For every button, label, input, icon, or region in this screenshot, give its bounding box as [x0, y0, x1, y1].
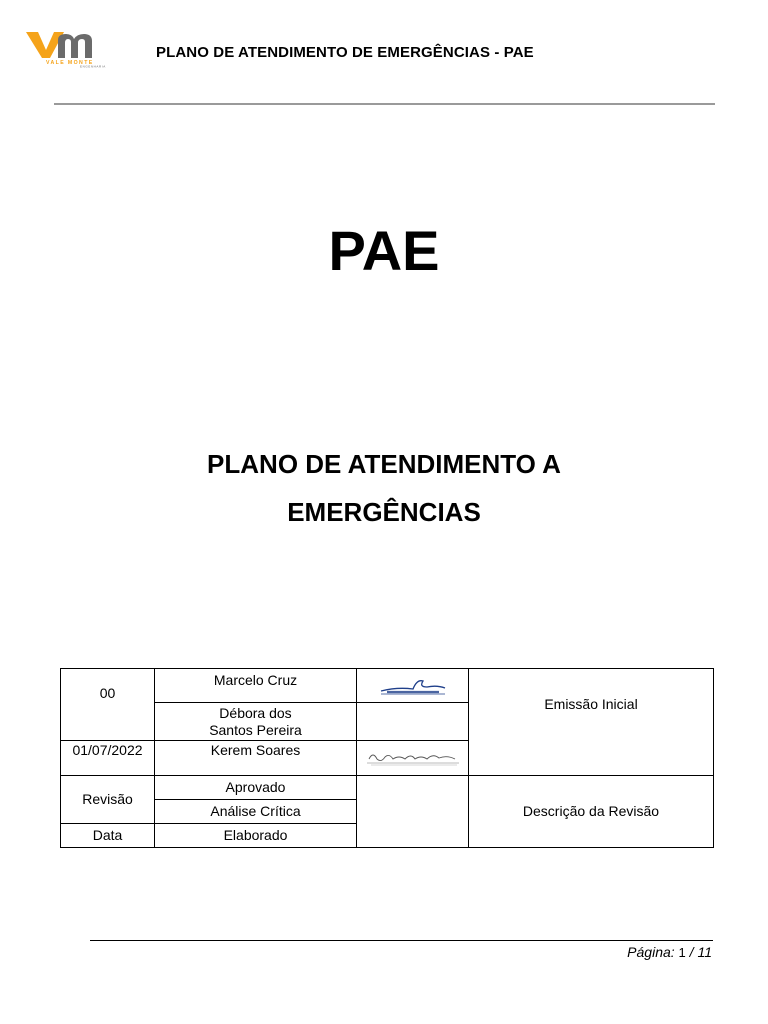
reviewer-name-cell: Débora dos Santos Pereira — [155, 703, 357, 741]
logo-text: VALE MONTE — [46, 60, 94, 66]
page-separator: / — [689, 944, 694, 960]
critical-analysis-label-cell: Análise Crítica — [155, 800, 357, 824]
approver-signature-cell — [357, 669, 469, 703]
prepared-label-cell: Elaborado — [155, 824, 357, 848]
signature-icon — [377, 673, 449, 699]
author-signature-cell — [357, 741, 469, 776]
vale-monte-logo-icon — [24, 28, 108, 68]
company-logo — [24, 28, 108, 68]
document-title: PAE — [328, 219, 440, 282]
header-title: PLANO DE ATENDIMENTO DE EMERGÊNCIAS - PAE — [156, 44, 534, 61]
description-label-cell: Descrição da Revisão — [469, 776, 714, 848]
page-label: Página: — [627, 944, 675, 960]
revision-table — [60, 668, 714, 848]
footer-divider — [90, 940, 713, 941]
revision-number-cell: 00 — [61, 669, 155, 741]
logo-subtext: ENGENHARIA — [80, 64, 106, 68]
revision-label-cell: Revisão — [61, 776, 155, 824]
page-total: 11 — [697, 944, 712, 960]
reviewer-signature-cell — [357, 703, 469, 741]
date-value-cell: 01/07/2022 — [61, 741, 155, 776]
signature-icon — [363, 747, 463, 769]
approved-label-cell: Aprovado — [155, 776, 357, 800]
approver-name-cell: Marcelo Cruz — [155, 669, 357, 703]
header-divider — [54, 103, 715, 105]
document-subtitle — [0, 440, 768, 536]
description-value-cell: Emissão Inicial — [469, 669, 714, 776]
date-label-cell: Data — [61, 824, 155, 848]
page-current: 1 — [678, 945, 686, 960]
page-number — [627, 944, 712, 960]
signature-spacer-cell — [357, 776, 469, 848]
author-name-cell: Kerem Soares — [155, 741, 357, 776]
subtitle-line-2: EMERGÊNCIAS — [287, 497, 481, 527]
subtitle-line-1: PLANO DE ATENDIMENTO A — [207, 449, 561, 479]
